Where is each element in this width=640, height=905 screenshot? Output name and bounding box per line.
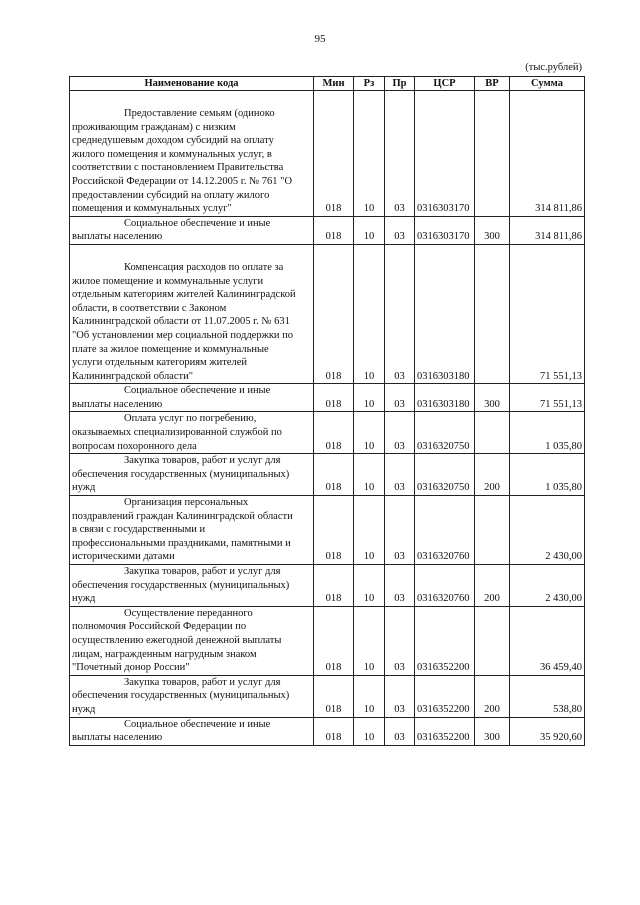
cell-csr: 0316303170 — [415, 91, 475, 217]
cell-min: 018 — [314, 91, 354, 217]
cell-pr: 03 — [385, 454, 415, 496]
cell-csr: 0316352200 — [415, 606, 475, 675]
name-line: обеспечения государственных (муниципальных) — [72, 468, 290, 480]
table-row — [70, 244, 585, 383]
name-line: историческими датами — [72, 551, 175, 563]
cell-name — [70, 565, 314, 607]
cell-sum: 314 811,86 — [510, 216, 585, 244]
page-number: 95 — [314, 33, 326, 45]
cell-pr: 03 — [385, 244, 415, 383]
cell-name — [70, 675, 314, 717]
cell-vr — [475, 606, 510, 675]
table-row — [70, 675, 585, 717]
name-line: обеспечения государственных (муниципальных) — [72, 579, 290, 591]
cell-min: 018 — [314, 606, 354, 675]
name-line: Калининградской области от 11.07.2005 г. № 631 — [72, 316, 290, 328]
cell-csr: 0316320760 — [415, 496, 475, 565]
cell-name — [70, 244, 314, 383]
cell-sum: 2 430,00 — [510, 565, 585, 607]
cell-name — [70, 91, 314, 217]
cell-rz: 10 — [354, 412, 385, 454]
header-min: Мин — [314, 77, 354, 91]
cell-pr: 03 — [385, 384, 415, 412]
name-line: вопросам похоронного дела — [72, 440, 197, 452]
name-line: Оплата услуг по погребению, — [124, 413, 257, 425]
name-line: плате за жилое помещение и коммунальные — [72, 343, 269, 355]
cell-vr: 300 — [475, 384, 510, 412]
name-line: Калининградской области" — [72, 370, 194, 382]
cell-sum: 36 459,40 — [510, 606, 585, 675]
name-line: отдельным категориям жителей Калининградской — [72, 289, 296, 301]
name-line: нужд — [72, 482, 96, 494]
name-line: услуги отдельным категориям жителей — [72, 357, 247, 369]
cell-min: 018 — [314, 675, 354, 717]
cell-rz: 10 — [354, 496, 385, 565]
cell-min: 018 — [314, 496, 354, 565]
table-row — [70, 216, 585, 244]
cell-rz: 10 — [354, 565, 385, 607]
cell-rz: 10 — [354, 606, 385, 675]
name-line: полномочия Российской Федерации по — [72, 621, 247, 633]
cell-rz: 10 — [354, 91, 385, 217]
cell-csr: 0316320760 — [415, 565, 475, 607]
name-line: Закупка товаров, работ и услуг для — [124, 676, 281, 688]
name-line: Социальное обеспечение и иные — [124, 385, 271, 397]
cell-csr: 0316352200 — [415, 717, 475, 745]
name-line: Организация персональных — [124, 497, 249, 509]
cell-sum: 538,80 — [510, 675, 585, 717]
name-line: Осуществление переданного — [124, 607, 253, 619]
name-line: оказываемых специализированной службой по — [72, 427, 282, 439]
name-line: Компенсация расходов по оплате за — [124, 261, 284, 273]
cell-csr: 0316303170 — [415, 216, 475, 244]
cell-rz: 10 — [354, 384, 385, 412]
name-line: в связи с государственными и — [72, 524, 206, 536]
cell-vr — [475, 91, 510, 217]
table-row — [70, 384, 585, 412]
name-line: Социальное обеспечение и иные — [124, 217, 271, 229]
name-line: "Об установлении мер социальной поддержки по — [72, 329, 294, 341]
cell-vr: 200 — [475, 565, 510, 607]
name-line: Предоставление семьям (одиноко — [124, 108, 275, 119]
cell-pr: 03 — [385, 91, 415, 217]
name-line: "Почетный донор России" — [72, 662, 190, 674]
name-line: помещения и коммунальных услуг" — [72, 203, 232, 215]
name-line: соответствии с постановлением Правительства — [72, 162, 284, 174]
cell-min: 018 — [314, 244, 354, 383]
cell-rz: 10 — [354, 717, 385, 745]
cell-rz: 10 — [354, 454, 385, 496]
table-row — [70, 496, 585, 565]
header-sum: Сумма — [510, 77, 585, 91]
cell-vr — [475, 412, 510, 454]
cell-name — [70, 216, 314, 244]
name-line: нужд — [72, 593, 96, 605]
budget-table — [69, 76, 585, 746]
cell-min: 018 — [314, 412, 354, 454]
cell-sum: 314 811,86 — [510, 91, 585, 217]
name-line: Социальное обеспечение и иные — [124, 718, 271, 730]
cell-csr: 0316320750 — [415, 454, 475, 496]
table-header-row — [70, 77, 585, 91]
name-line: лицам, награжденным нагрудным знаком — [72, 648, 257, 660]
name-line: проживающим гражданам) с низким — [72, 121, 236, 133]
cell-csr: 0316303180 — [415, 244, 475, 383]
name-line: жилого помещения и коммунальных услуг, в — [72, 148, 272, 160]
table-row — [70, 412, 585, 454]
cell-rz: 10 — [354, 216, 385, 244]
name-line: Российской Федерации от 14.12.2005 г. № 761 "О — [72, 175, 293, 187]
cell-sum: 35 920,60 — [510, 717, 585, 745]
name-line: нужд — [72, 703, 96, 715]
cell-name — [70, 717, 314, 745]
header-csr: ЦСР — [415, 77, 475, 91]
name-line: осуществлению ежегодной денежной выплаты — [72, 634, 282, 646]
cell-name — [70, 606, 314, 675]
cell-sum: 71 551,13 — [510, 384, 585, 412]
cell-name — [70, 454, 314, 496]
cell-sum: 71 551,13 — [510, 244, 585, 383]
cell-name — [70, 496, 314, 565]
cell-min: 018 — [314, 565, 354, 607]
cell-sum: 1 035,80 — [510, 412, 585, 454]
header-vr: ВР — [475, 77, 510, 91]
cell-pr: 03 — [385, 565, 415, 607]
name-line: выплаты населению — [72, 732, 163, 744]
name-line: выплаты населению — [72, 231, 163, 243]
cell-rz: 10 — [354, 675, 385, 717]
cell-min: 018 — [314, 717, 354, 745]
cell-pr: 03 — [385, 412, 415, 454]
cell-vr: 300 — [475, 717, 510, 745]
cell-name — [70, 412, 314, 454]
name-line: предоставлении субсидий на оплату жилого — [72, 189, 270, 201]
name-line: Закупка товаров, работ и услуг для — [124, 566, 281, 577]
table-row — [70, 717, 585, 745]
cell-pr: 03 — [385, 675, 415, 717]
name-line: среднедушевым доходом субсидий на оплату — [72, 135, 274, 147]
name-line: обеспечения государственных (муниципальных) — [72, 690, 290, 702]
name-line: Закупка товаров, работ и услуг для — [124, 455, 281, 467]
cell-vr — [475, 244, 510, 383]
cell-csr: 0316320750 — [415, 412, 475, 454]
name-line: поздравлений граждан Калининградской области — [72, 510, 293, 522]
name-line: жилое помещение и коммунальные услуги — [72, 275, 264, 287]
cell-csr: 0316303180 — [415, 384, 475, 412]
header-pr: Пр — [385, 77, 415, 91]
cell-min: 018 — [314, 216, 354, 244]
table-row — [70, 454, 585, 496]
cell-pr: 03 — [385, 216, 415, 244]
cell-vr: 200 — [475, 675, 510, 717]
cell-sum: 2 430,00 — [510, 496, 585, 565]
cell-min: 018 — [314, 454, 354, 496]
table-row — [70, 565, 585, 607]
name-line: области, в соответствии с Законом — [72, 302, 227, 314]
table-row — [70, 606, 585, 675]
cell-vr — [475, 496, 510, 565]
table-row — [70, 91, 585, 217]
cell-min: 018 — [314, 384, 354, 412]
cell-sum: 1 035,80 — [510, 454, 585, 496]
table-body — [70, 91, 585, 746]
cell-pr: 03 — [385, 717, 415, 745]
name-line: выплаты населению — [72, 398, 163, 410]
header-name: Наименование кода — [70, 77, 314, 91]
cell-pr: 03 — [385, 496, 415, 565]
name-line: профессиональными праздниками, памятными и — [72, 537, 291, 549]
cell-vr: 200 — [475, 454, 510, 496]
header-rz: Рз — [354, 77, 385, 91]
cell-rz: 10 — [354, 244, 385, 383]
cell-vr: 300 — [475, 216, 510, 244]
units-label: (тыс.рублей) — [525, 62, 582, 73]
cell-pr: 03 — [385, 606, 415, 675]
cell-csr: 0316352200 — [415, 675, 475, 717]
cell-name — [70, 384, 314, 412]
